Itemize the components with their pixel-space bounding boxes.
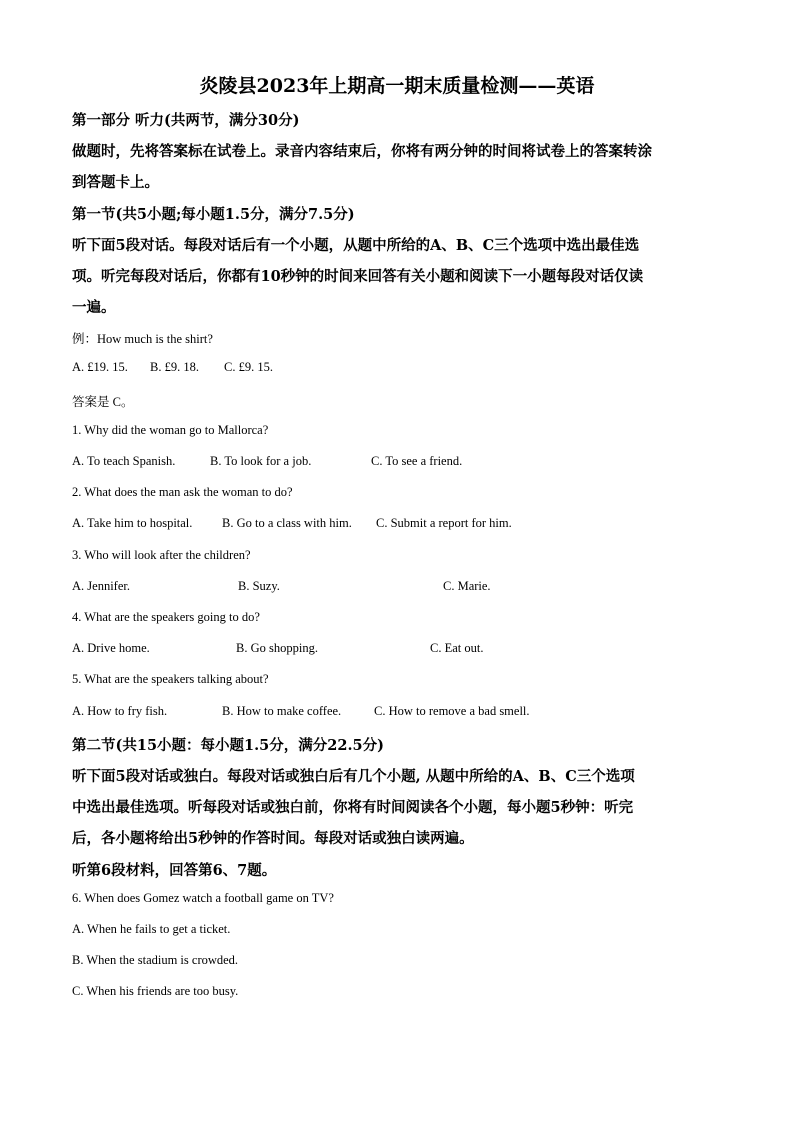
section1-heading: 第一节(共5小题;每小题1.5分，满分7.5分) <box>72 206 355 223</box>
section2-instruction-line-2: 中选出最佳选项。听每段对话或独白前，你将有时间阅读各个小题，每小题5秒钟：听完 <box>72 799 634 816</box>
section2-instruction-line-3: 后，各小题将给出5秒钟的作答时间。每段对话或独白读两遍。 <box>72 830 474 847</box>
section1-instruction-line-3: 一遍。 <box>72 299 116 316</box>
q5-option-a: A. How to fry fish. <box>72 704 168 718</box>
q2-option-b: B. Go to a class with him. <box>222 516 352 530</box>
q5-option-c: C. How to remove a bad smell. <box>374 704 530 718</box>
part1-heading: 第一部分 听力(共两节，满分30分) <box>72 112 300 129</box>
section2-instruction-line-1: 听下面5段对话或独白。每段对话或独白后有几个小题, 从题中所给的A、B、C三个选项 <box>72 768 635 785</box>
section1-instruction-line-1: 听下面5段对话。每段对话后有一个小题，从题中所给的A、B、C三个选项中选出最佳选 <box>72 237 640 254</box>
q3-option-c: C. Marie. <box>443 579 491 593</box>
instruction-line-1: 做题时，先将答案标在试卷上。录音内容结束后，你将有两分钟的时间将试卷上的答案转涂 <box>72 143 652 160</box>
question-4: 4. What are the speakers going to do? <box>72 610 260 624</box>
q2-option-c: C. Submit a report for him. <box>376 516 512 530</box>
page-title: 炎陵县2023年上期高一期末质量检测——英语 <box>199 75 595 97</box>
q1-option-a: A. To teach Spanish. <box>72 454 176 468</box>
q4-option-b: B. Go shopping. <box>236 641 318 655</box>
section1-instruction-line-2: 项。听完每段对话后，你都有10秒钟的时间来回答有关小题和阅读下一小题每段对话仅读 <box>72 268 644 285</box>
q5-option-b: B. How to make coffee. <box>222 704 342 718</box>
q6-option-a: A. When he fails to get a ticket. <box>72 922 231 936</box>
example-question: 例：How much is the shirt? <box>72 332 213 346</box>
question-5: 5. What are the speakers talking about? <box>72 672 269 686</box>
section2-heading: 第二节(共15小题：每小题1.5分，满分22.5分) <box>72 737 384 754</box>
q2-option-a: A. Take him to hospital. <box>72 516 193 530</box>
question-2: 2. What does the man ask the woman to do? <box>72 485 293 499</box>
question-1: 1. Why did the woman go to Mallorca? <box>72 423 269 437</box>
q3-option-b: B. Suzy. <box>238 579 280 593</box>
instruction-line-2: 到答题卡上。 <box>72 174 159 191</box>
example-answer: 答案是 C。 <box>72 395 134 409</box>
example-option-b: B. £9. 18. <box>150 360 199 374</box>
q4-option-c: C. Eat out. <box>430 641 484 655</box>
question-3: 3. Who will look after the children? <box>72 548 251 562</box>
q4-option-a: A. Drive home. <box>72 641 150 655</box>
example-option-a: A. £19. 15. <box>72 360 128 374</box>
q1-option-c: C. To see a friend. <box>371 454 463 468</box>
q3-option-a: A. Jennifer. <box>72 579 130 593</box>
q1-option-b: B. To look for a job. <box>210 454 312 468</box>
q6-option-b: B. When the stadium is crowded. <box>72 953 239 967</box>
q6-option-c: C. When his friends are too busy. <box>72 984 239 998</box>
material-6-heading: 听第6段材料，回答第6、7题。 <box>72 862 277 879</box>
question-6: 6. When does Gomez watch a football game on TV? <box>72 891 334 905</box>
example-option-c: C. £9. 15. <box>224 360 273 374</box>
